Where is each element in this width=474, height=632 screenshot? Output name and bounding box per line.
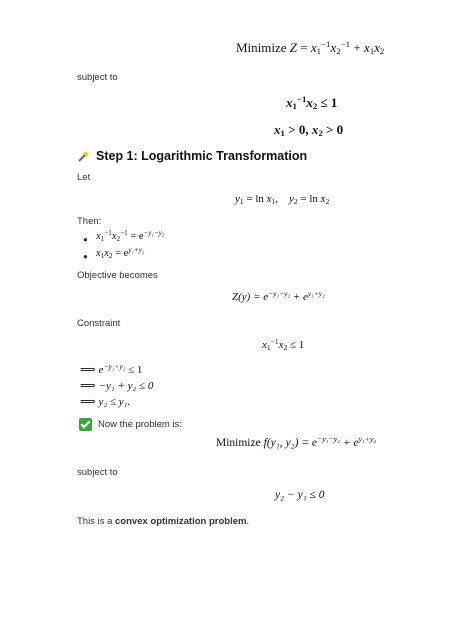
implies-arrow: ⟹ xyxy=(80,396,96,408)
implication-2 xyxy=(80,379,153,392)
c2-exp: −1 xyxy=(270,336,279,346)
imp2-body: −y₁ + y₂ ≤ 0 xyxy=(98,380,154,392)
substitution-definitions: $y_1 = \ln x_1$, $y_2 = \ln x_2$ xyxy=(235,193,330,206)
final-minimize-word: Minimize xyxy=(216,437,261,449)
bullet-item-2: $x_1x_2 = e^{y_1+y_2}$ xyxy=(96,246,145,260)
obj-lhs: Z(y) = e xyxy=(232,291,269,303)
c-x2: x xyxy=(306,95,313,110)
b2-eq: = e xyxy=(115,248,129,259)
final-plus: + e xyxy=(342,437,359,449)
plus-sign: + xyxy=(353,40,361,55)
conclusion-post: . xyxy=(246,516,250,527)
bullet-item-1: $x_1^{-1}x_2^{-1} = e^{-y_1-y_2}$ xyxy=(96,229,165,243)
term-x2-exp: −1 xyxy=(340,39,351,50)
transformed-objective xyxy=(232,288,325,303)
def-x1: x xyxy=(266,193,272,205)
term2-x1: x xyxy=(363,40,370,55)
now-problem-label: Now the problem is: xyxy=(98,419,182,430)
final-pow1: −y₁−y₂ xyxy=(317,434,340,444)
constraint-label: Constraint xyxy=(77,318,121,329)
implication-1 xyxy=(80,363,142,376)
equals-sign: = xyxy=(300,40,308,55)
c2-x2: x xyxy=(278,339,284,351)
imp3-body: y₂ ≤ y₁. xyxy=(98,396,131,408)
imp1-rel: ≤ 1 xyxy=(128,364,143,376)
c-x1: x xyxy=(286,95,293,110)
term-x2: x xyxy=(330,40,337,55)
def-eq1: = ln xyxy=(246,193,264,205)
def-comma: , xyxy=(275,193,279,205)
obj-pow2: y₁+y₂ xyxy=(307,288,325,298)
bullet-marker: ● xyxy=(83,235,88,244)
b2-x2: x xyxy=(104,248,109,259)
subject-to-label-2: subject to xyxy=(77,467,118,478)
term-x1-exp: −1 xyxy=(321,39,331,50)
conclusion-bold: convex optimization problem xyxy=(115,516,247,527)
then-label: Then: xyxy=(77,216,102,227)
b1-x2: x xyxy=(111,231,117,242)
term2-x2: x xyxy=(374,40,380,55)
def-y2: y xyxy=(289,193,294,205)
sparkle-wand-icon xyxy=(77,149,91,163)
c2-x1: x xyxy=(262,339,267,351)
objective-lhs: Z xyxy=(289,40,298,55)
check-mark-icon xyxy=(79,418,92,431)
final-constraint: y₂ − y₁ ≤ 0 xyxy=(275,489,325,501)
c2-rel: ≤ 1 xyxy=(289,339,305,351)
implies-arrow: ⟹ xyxy=(80,364,96,376)
objective-becomes-label: Objective becomes xyxy=(77,270,158,281)
b1-eq: = e xyxy=(130,231,144,242)
imp1-base: e xyxy=(98,364,104,376)
b2-x1: x xyxy=(96,248,101,259)
def-eq2: = ln xyxy=(300,193,318,205)
step1-heading: Step 1: Logarithmic Transformation xyxy=(96,149,308,163)
b1-exp2: −1 xyxy=(120,229,128,238)
final-pow2: y₁+y₂ xyxy=(358,434,377,444)
p-x2: x xyxy=(311,122,319,137)
b2-pow: y₁+y₂ xyxy=(128,246,145,255)
final-f: f(y₁, y₂) = e xyxy=(263,437,318,449)
implies-arrow: ⟹ xyxy=(80,380,96,392)
b1-x1: x xyxy=(96,231,101,242)
implication-3 xyxy=(80,395,130,408)
objective-header: Minimize $Z = x_1^{-1}x_2^{-1} + x_1x_2$ xyxy=(236,39,385,57)
b1-pow: −y₁−y₂ xyxy=(143,229,165,238)
constraint-main: $x_1^{-1}x_2 \le 1$ xyxy=(286,94,338,112)
positivity-constraint: $x_1 > 0$, $x_2 > 0$ xyxy=(274,122,344,139)
constraint-restated: $x_1^{-1}x_2 \le 1$ xyxy=(262,336,305,352)
obj-pow1: −y₁−y₂ xyxy=(268,288,291,298)
p-gt1: > 0, xyxy=(288,122,309,137)
minimize-word: Minimize xyxy=(236,40,287,55)
conclusion-pre: This is a xyxy=(77,516,116,527)
conclusion-text xyxy=(77,516,249,527)
obj-plus: + e xyxy=(292,291,308,303)
let-label: Let xyxy=(77,172,91,183)
c-rel: ≤ 1 xyxy=(320,95,338,110)
def-x2: x xyxy=(320,193,326,205)
p-gt2: > 0 xyxy=(326,122,344,137)
c-exp: −1 xyxy=(296,94,307,105)
term-x1: x xyxy=(310,40,317,55)
p-x1: x xyxy=(274,122,281,137)
def-y1: y xyxy=(235,193,240,205)
final-objective xyxy=(216,434,377,449)
bullet-marker: ● xyxy=(83,252,88,261)
imp1-pow: −y₁+y₂ xyxy=(103,361,126,371)
subject-to-label: subject to xyxy=(77,72,118,83)
b1-exp1: −1 xyxy=(104,229,112,238)
